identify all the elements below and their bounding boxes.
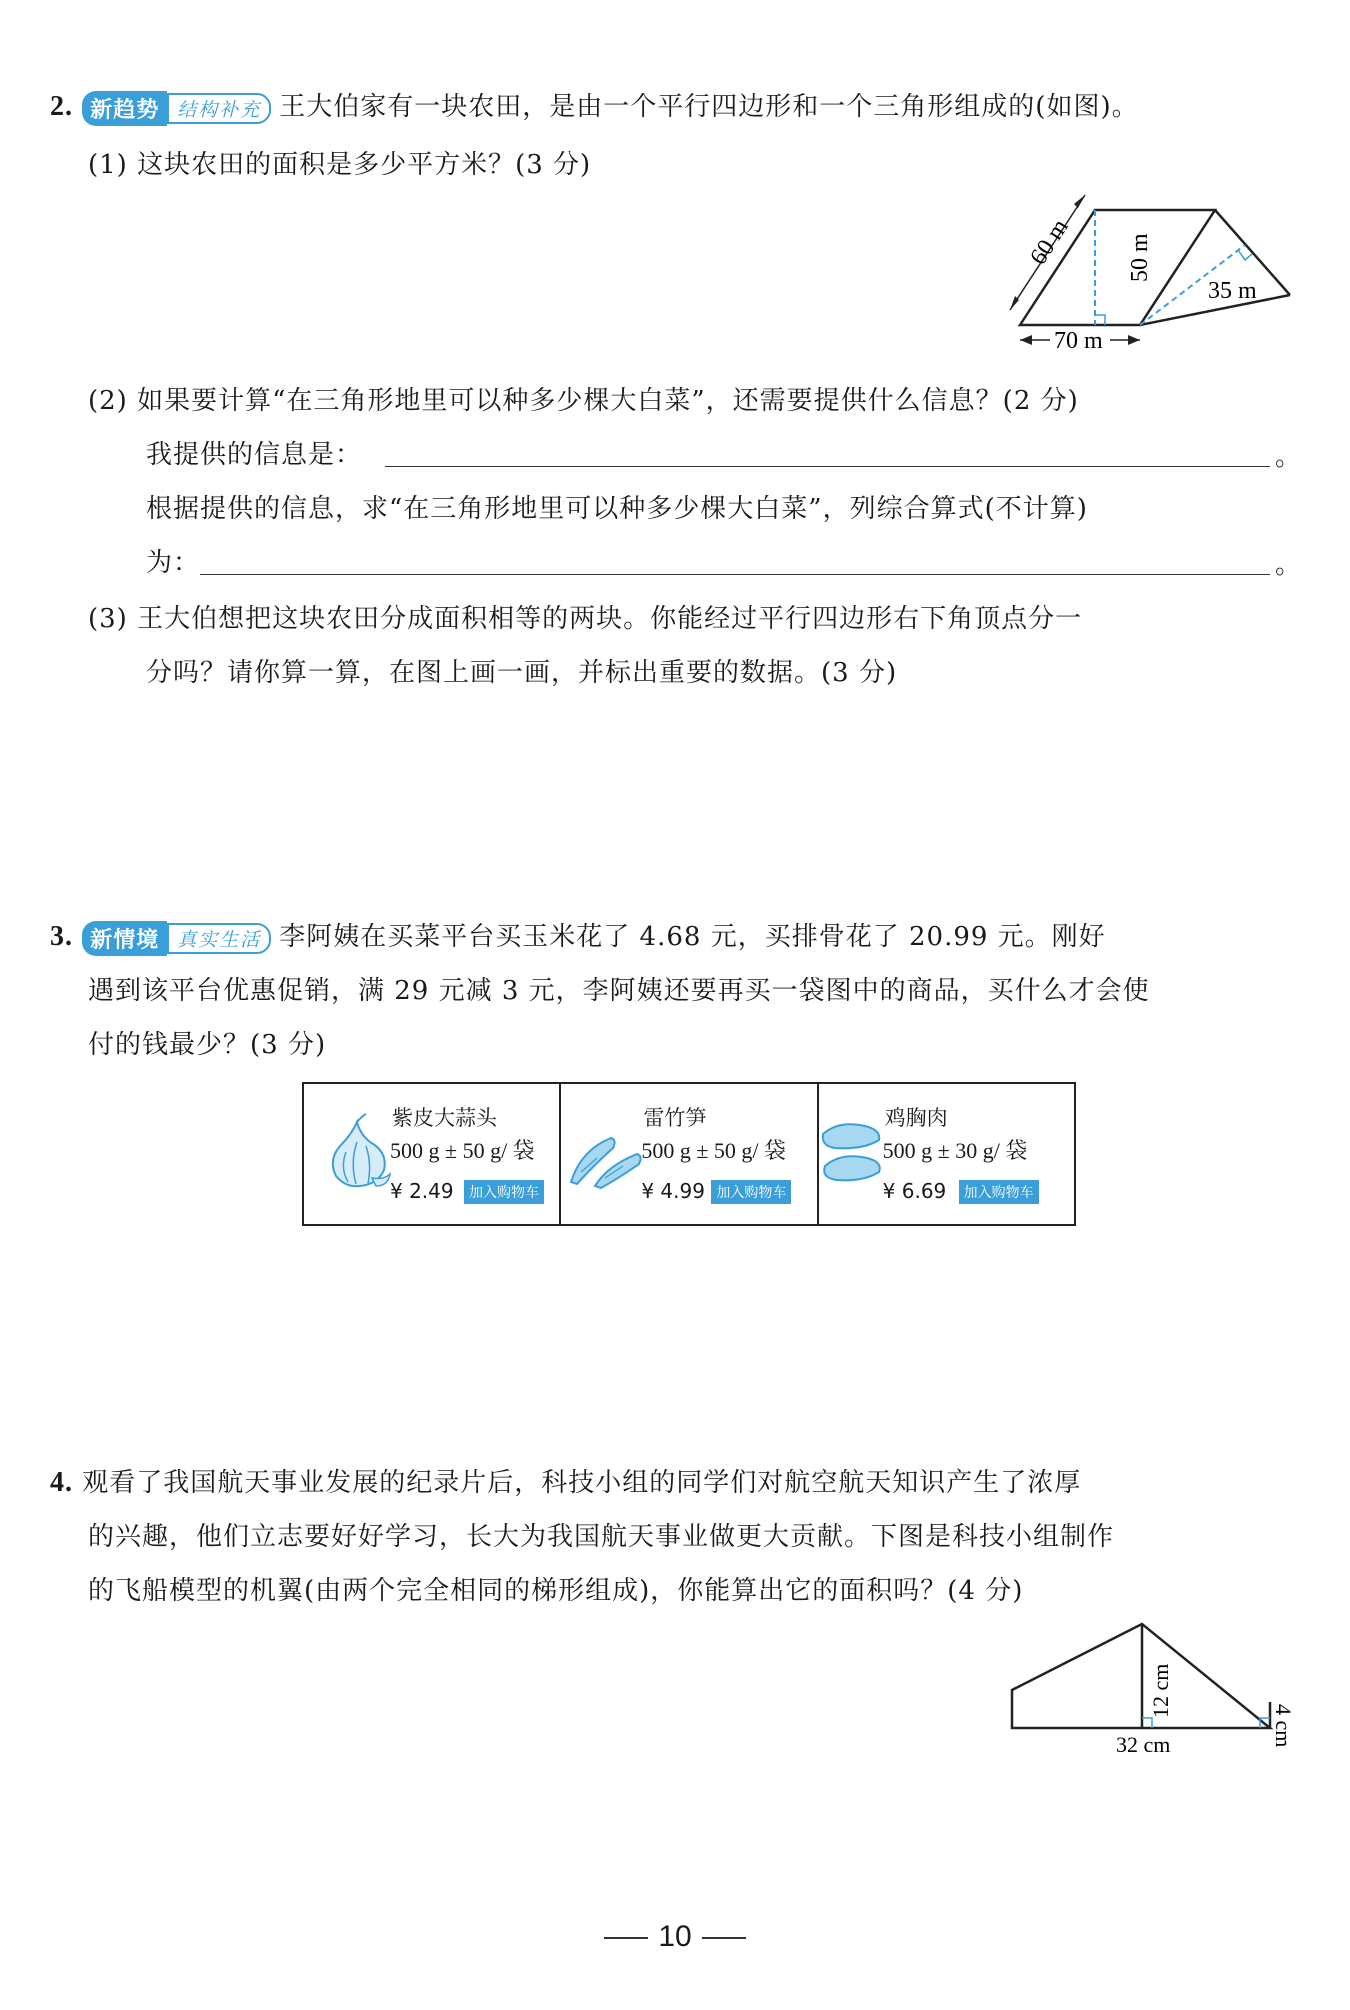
chicken-breast-icon [819, 1118, 885, 1188]
q2-part2-formula-label: 为： [146, 548, 201, 578]
garlic-icon [322, 1112, 392, 1192]
page-number-dash-left [604, 1937, 648, 1939]
q2-tag-main: 新趋势 [82, 91, 167, 126]
q4-label-height: 12 cm [1148, 1663, 1173, 1718]
q4-line2: 的兴趣，他们立志要好好学习，长大为我国航天事业做更大贡献。下图是科技小组制作 [88, 1522, 1115, 1552]
page-number-value: 10 [658, 1920, 692, 1953]
q2-number: 2. [50, 91, 73, 122]
q3-line2: 遇到该平台优惠促销，满 29 元减 3 元，李阿姨还要再买一袋图中的商品，买什么才会使 [88, 976, 1150, 1006]
add-to-cart-button[interactable]: 加入购物车 [959, 1180, 1039, 1204]
page-number-dash-right [702, 1937, 746, 1939]
q4-label-side: 4 cm [1271, 1704, 1296, 1748]
q2-farmland-figure [990, 190, 1310, 360]
add-to-cart-button[interactable]: 加入购物车 [464, 1180, 544, 1204]
product-price: ¥ 6.69 [882, 1179, 947, 1203]
bamboo-shoot-icon [567, 1120, 647, 1190]
q2-label-side: 60 m [1025, 214, 1074, 270]
q2-part2-formula-blank[interactable] [200, 574, 1270, 575]
product-card [561, 1084, 818, 1224]
q2-part1: (1) 这块农田的面积是多少平方米？(3 分) [88, 150, 592, 180]
product-name: 紫皮大蒜头 [392, 1106, 497, 1130]
q2-part2-end1: 。 [1275, 442, 1303, 472]
product-spec: 500 g ± 50 g/ 袋 [641, 1138, 787, 1163]
q2-part2-answer-label: 我提供的信息是： [146, 440, 363, 470]
q4-line1-text: 观看了我国航天事业发展的纪录片后，科技小组的同学们对航空航天知识产生了浓厚 [82, 1468, 1082, 1498]
q3-product-panel [302, 1082, 1076, 1226]
q4-line3: 的飞船模型的机翼(由两个完全相同的梯形组成)，你能算出它的面积吗？(4 分) [88, 1576, 1024, 1606]
q3-line1: 李阿姨在买菜平台买玉米花了 4.68 元，买排骨花了 20.99 元。刚好 [279, 922, 1106, 952]
page-number [0, 1920, 1350, 1954]
q3-tag-main: 新情境 [82, 921, 167, 956]
product-spec: 500 g ± 30 g/ 袋 [882, 1138, 1028, 1163]
q3-number: 3. [50, 921, 73, 952]
q2-part2-answer-blank[interactable] [385, 466, 1270, 467]
q2-part2-formula-prompt: 根据提供的信息，求“在三角形地里可以种多少棵大白菜”，列综合算式(不计算) [146, 494, 1088, 524]
q2-tag [82, 91, 271, 126]
q2-tag-sub: 结构补充 [167, 93, 271, 124]
q2-part3-line2: 分吗？请你算一算，在图上画一画，并标出重要的数据。(3 分) [146, 658, 898, 688]
product-spec: 500 g ± 50 g/ 袋 [390, 1138, 535, 1163]
q2-part3-line1: (3) 王大伯想把这块农田分成面积相等的两块。你能经过平行四边形右下角顶点分一 [88, 604, 1083, 634]
q3-tag [82, 921, 271, 956]
q4-number: 4. [50, 1467, 73, 1498]
q3-tag-sub: 真实生活 [167, 923, 271, 954]
q2-part2: (2) 如果要计算“在三角形地里可以种多少棵大白菜”，还需要提供什么信息？(2 分) [88, 386, 1079, 416]
product-card [304, 1084, 561, 1224]
q3-line3: 付的钱最少？(3 分) [88, 1030, 327, 1060]
product-name: 雷竹笋 [643, 1106, 707, 1130]
product-price: ¥ 4.99 [641, 1179, 705, 1203]
q2-label-base: 70 m [1054, 328, 1103, 354]
q3-stem-line [50, 916, 1106, 956]
q2-triangle [1095, 210, 1290, 295]
product-price: ¥ 2.49 [390, 1179, 454, 1203]
q2-stem: 王大伯家有一块农田，是由一个平行四边形和一个三角形组成的(如图)。 [279, 92, 1139, 122]
q4-label-base: 32 cm [1116, 1732, 1171, 1757]
add-to-cart-button[interactable]: 加入购物车 [711, 1180, 791, 1204]
q2-label-tri-height: 35 m [1208, 278, 1257, 304]
q2-part2-end2: 。 [1275, 550, 1303, 580]
q4-line1 [50, 1462, 1081, 1499]
product-card [819, 1084, 1074, 1224]
q2-stem-line [50, 86, 1139, 126]
product-name: 鸡胸肉 [884, 1106, 948, 1130]
q4-wing-figure [1000, 1618, 1310, 1758]
q2-label-height: 50 m [1127, 233, 1153, 282]
